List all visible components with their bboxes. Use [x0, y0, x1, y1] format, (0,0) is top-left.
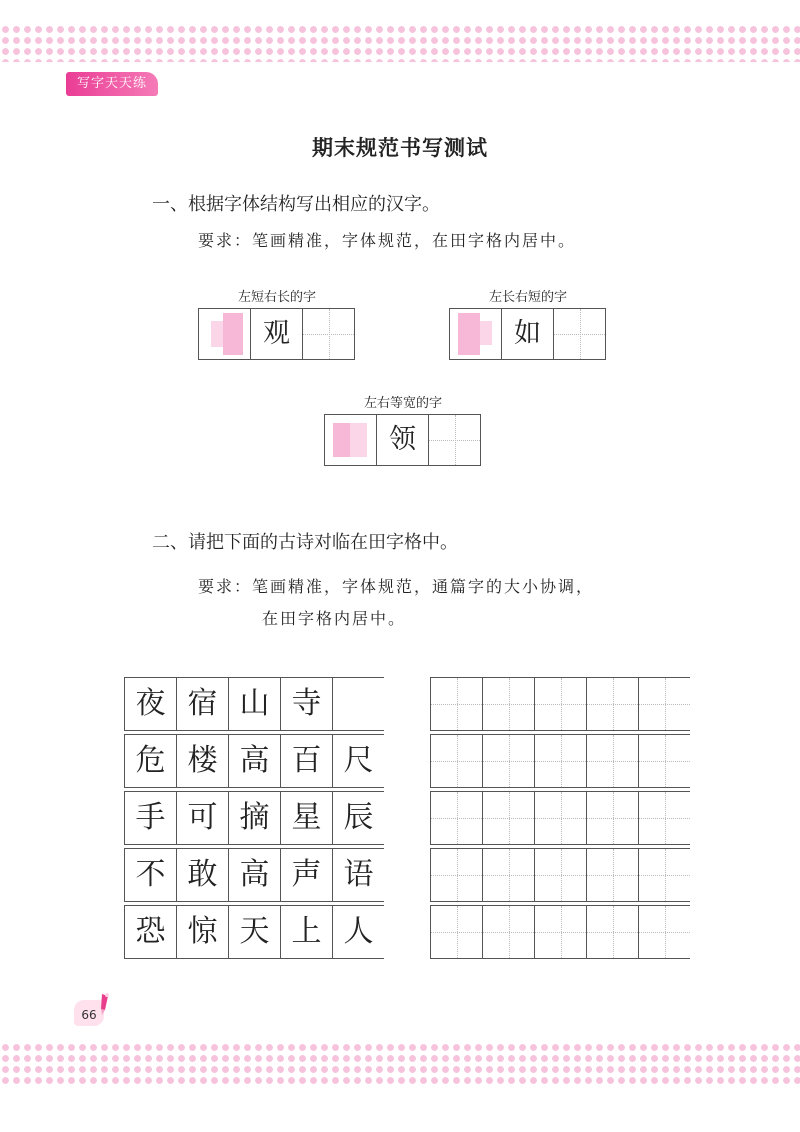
poem-char: 上 [291, 914, 322, 949]
structure-group-left-short [198, 286, 356, 360]
practice-cell[interactable] [430, 735, 482, 787]
poem-row [124, 677, 384, 731]
practice-cell[interactable] [430, 906, 482, 958]
poem-cell [280, 735, 332, 787]
poem-cell [176, 849, 228, 901]
poem-char: 高 [239, 857, 270, 892]
poem-cell [280, 906, 332, 958]
poem-char: 语 [343, 857, 374, 892]
practice-cell[interactable] [482, 678, 534, 730]
practice-cell[interactable] [430, 849, 482, 901]
section2-requirement-line1: 要求：笔画精准，字体规范，通篇字的大小协调， [198, 577, 595, 596]
poem-char: 人 [343, 914, 374, 949]
poem-cell [124, 849, 176, 901]
sample-cell [198, 309, 250, 359]
practice-row [430, 734, 690, 788]
sample-cell [449, 309, 501, 359]
sample-left-block [333, 423, 350, 457]
poem-char: 星 [291, 800, 322, 835]
practice-cell[interactable] [482, 735, 534, 787]
practice-cell[interactable] [534, 906, 586, 958]
char-cell [250, 309, 302, 359]
poem-cell [228, 792, 280, 844]
practice-cell[interactable] [638, 678, 690, 730]
group-label: 左短右长的字 [237, 290, 316, 305]
pencil-icon [96, 992, 112, 1018]
writing-cell[interactable] [553, 309, 606, 359]
practice-row [430, 791, 690, 845]
group-label: 左右等宽的字 [363, 396, 442, 411]
poem-row [124, 791, 384, 845]
practice-cell[interactable] [638, 906, 690, 958]
poem-cell [124, 678, 176, 730]
poem-cell [332, 735, 384, 787]
poem-char: 寺 [291, 686, 322, 721]
poem-char: 危 [135, 743, 166, 778]
poem-char: 声 [291, 857, 322, 892]
top-dot-border [0, 24, 800, 62]
poem-char: 手 [135, 800, 166, 835]
poem-cell [228, 678, 280, 730]
practice-row [430, 905, 690, 959]
poem-cell [124, 906, 176, 958]
practice-cell[interactable] [482, 906, 534, 958]
poem-cell [124, 735, 176, 787]
poem-char [333, 678, 384, 730]
poem-row [124, 905, 384, 959]
poem-char: 夜 [135, 686, 166, 721]
example-char: 领 [389, 424, 416, 455]
practice-cell[interactable] [586, 678, 638, 730]
practice-cell[interactable] [638, 849, 690, 901]
writing-cell[interactable] [302, 309, 355, 359]
poem-cell [176, 906, 228, 958]
section2-heading: 二、请把下面的古诗对临在田字格中。 [152, 532, 458, 553]
bottom-dot-border [0, 1042, 800, 1086]
poem-cell [332, 906, 384, 958]
char-cell [376, 415, 428, 465]
practice-cell[interactable] [430, 792, 482, 844]
structure-group-equal [324, 392, 482, 466]
practice-cell[interactable] [534, 678, 586, 730]
poem-cell [332, 678, 384, 730]
poem-cell [228, 849, 280, 901]
poem-cell [280, 792, 332, 844]
structure-group-left-long [449, 286, 607, 360]
practice-cell[interactable] [586, 849, 638, 901]
poem-cell [228, 735, 280, 787]
practice-row [430, 848, 690, 902]
poem-cell [124, 792, 176, 844]
practice-cell[interactable] [482, 849, 534, 901]
poem-char: 高 [239, 743, 270, 778]
poem-cell [332, 792, 384, 844]
poem-cell [228, 906, 280, 958]
poem-cell [176, 678, 228, 730]
section1-heading: 一、根据字体结构写出相应的汉字。 [152, 194, 440, 215]
practice-row [430, 677, 690, 731]
poem-cell [332, 849, 384, 901]
practice-cell[interactable] [586, 906, 638, 958]
sample-left-block [211, 321, 223, 347]
example-char: 观 [263, 318, 290, 349]
practice-cell[interactable] [430, 678, 482, 730]
poem-char: 不 [135, 857, 166, 892]
practice-cell[interactable] [534, 735, 586, 787]
poem-char: 宿 [187, 686, 218, 721]
poem-cell [280, 849, 332, 901]
poem-char: 辰 [343, 800, 374, 835]
poem-row [124, 848, 384, 902]
poem-char: 尺 [343, 743, 374, 778]
poem-char: 惊 [187, 914, 218, 949]
page-title: 期末规范书写测试 [312, 135, 488, 160]
poem-char: 楼 [187, 743, 218, 778]
sample-right-block [350, 423, 367, 457]
header-tag: 写字天天练 [66, 72, 158, 96]
poem-char: 可 [187, 800, 218, 835]
sample-right-block [480, 321, 492, 345]
practice-cell[interactable] [586, 735, 638, 787]
practice-cell[interactable] [638, 735, 690, 787]
sample-right-block [223, 313, 243, 355]
poem-char: 恐 [135, 914, 166, 949]
practice-cell[interactable] [534, 792, 586, 844]
poem-char: 山 [239, 686, 270, 721]
practice-cell[interactable] [482, 792, 534, 844]
group-label: 左长右短的字 [488, 290, 567, 305]
poem-char: 天 [239, 914, 270, 949]
poem-cell [176, 792, 228, 844]
poem-cell [176, 735, 228, 787]
poem-char: 摘 [239, 800, 270, 835]
practice-cell[interactable] [586, 792, 638, 844]
sample-left-block [458, 313, 480, 355]
poem-row [124, 734, 384, 788]
poem-char: 敢 [187, 857, 218, 892]
writing-cell[interactable] [428, 415, 481, 465]
sample-cell [324, 415, 376, 465]
page-number: 66 [74, 1000, 104, 1026]
poem-cell [280, 678, 332, 730]
section1-requirement: 要求：笔画精准，字体规范，在田字格内居中。 [198, 231, 577, 250]
practice-cell[interactable] [534, 849, 586, 901]
practice-cell[interactable] [638, 792, 690, 844]
example-char: 如 [514, 318, 541, 349]
poem-char: 百 [291, 743, 322, 778]
char-cell [501, 309, 553, 359]
section2-requirement-line2: 在田字格内居中。 [262, 609, 407, 628]
